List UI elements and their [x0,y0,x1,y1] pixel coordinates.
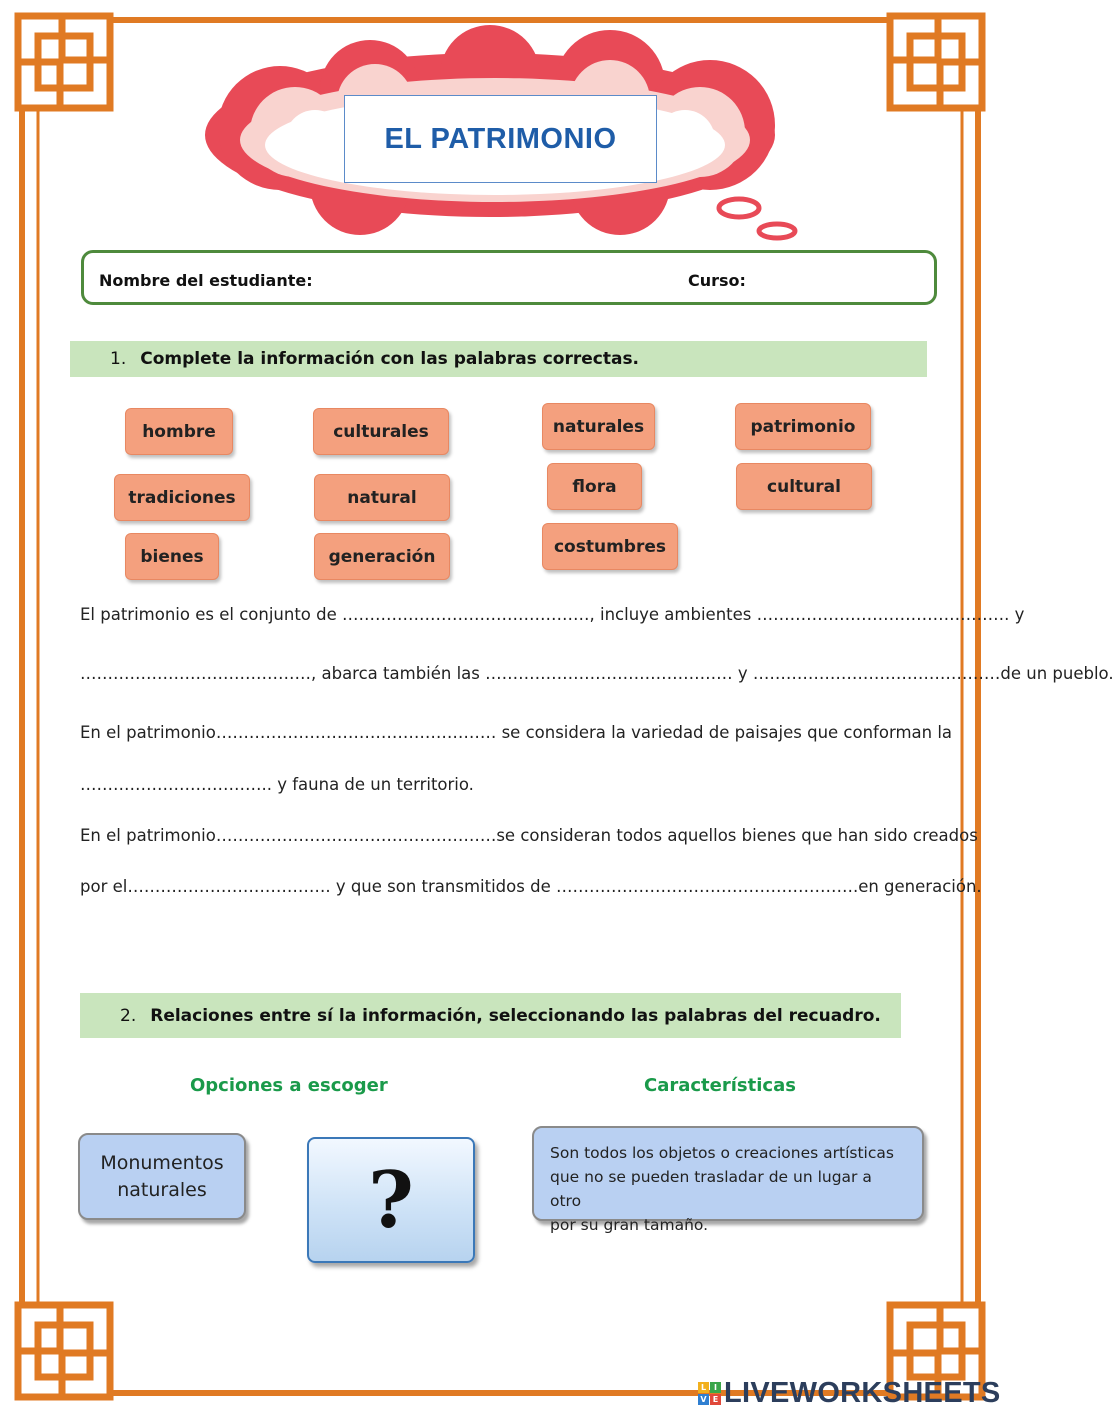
question-1-number: 1. [110,349,127,369]
word-chip[interactable]: naturales [542,403,655,450]
word-chip[interactable]: patrimonio [735,403,871,450]
option-card-line: Monumentos [100,1151,224,1174]
student-name-label: Nombre del estudiante: [99,271,313,290]
student-info-box [81,250,937,305]
paragraph-line: En el patrimonio……………………………………………se consideran todos aquellos bienes que han sido creados [80,826,978,845]
question-2-bar [80,993,901,1038]
question-1-bar [70,341,927,377]
word-chip[interactable]: flora [547,463,642,510]
course-label: Curso: [688,271,746,290]
word-chip[interactable]: natural [314,474,450,521]
word-chip[interactable]: costumbres [542,523,678,570]
word-chip[interactable]: cultural [736,463,872,510]
brand-text: LIVEWORKSHEETS [724,1377,1001,1409]
liveworksheets-logo-icon [698,1382,721,1405]
logo-letter: V [698,1394,709,1405]
word-chip[interactable]: tradiciones [114,474,250,521]
liveworksheets-brand [698,1377,1001,1410]
answer-dropzone[interactable] [307,1137,475,1263]
options-heading: Opciones a escoger [190,1075,388,1096]
paragraph-line: ……………………………………, abarca también las ……………………………………… y ………………………………………de un pueblo. [80,664,1114,683]
word-chip[interactable]: generación [314,533,450,580]
question-2-number: 2. [120,1005,137,1026]
paragraph-line: El patrimonio es el conjunto de ………………………………………, incluye ambientes ………………………………………. y [80,605,1025,624]
characteristic-line: que no se pueden trasladar de un lugar a otro [550,1168,872,1210]
word-chip[interactable]: culturales [313,408,449,455]
page-title: EL PATRIMONIO [344,95,657,183]
option-card[interactable] [78,1133,246,1220]
paragraph-line: En el patrimonio…………………………………………… se considera la variedad de paisajes que conforman la [80,723,953,742]
characteristics-heading: Características [644,1075,796,1096]
question-2-text: Relaciones entre sí la información, seleccionando las palabras del recuadro. [150,1005,881,1026]
characteristic-line: por su gran tamaño. [550,1216,709,1234]
characteristic-line: Son todos los objetos o creaciones artísticas [550,1144,894,1162]
option-card-line: naturales [117,1178,207,1201]
word-chip[interactable]: bienes [125,533,219,580]
question-1-text: Complete la información con las palabras correctas. [140,349,640,369]
paragraph-line: …………………………….. y fauna de un territorio. [80,775,474,794]
logo-letter: I [710,1382,721,1393]
logo-letter: L [698,1382,709,1393]
characteristic-card [532,1126,924,1234]
word-chip[interactable]: hombre [125,408,233,455]
logo-letter: E [710,1394,721,1405]
question-mark-icon: ? [368,1154,414,1246]
paragraph-line: por el………………………………. y que son transmitidos de ……………………………………………….en generación. [80,877,982,896]
